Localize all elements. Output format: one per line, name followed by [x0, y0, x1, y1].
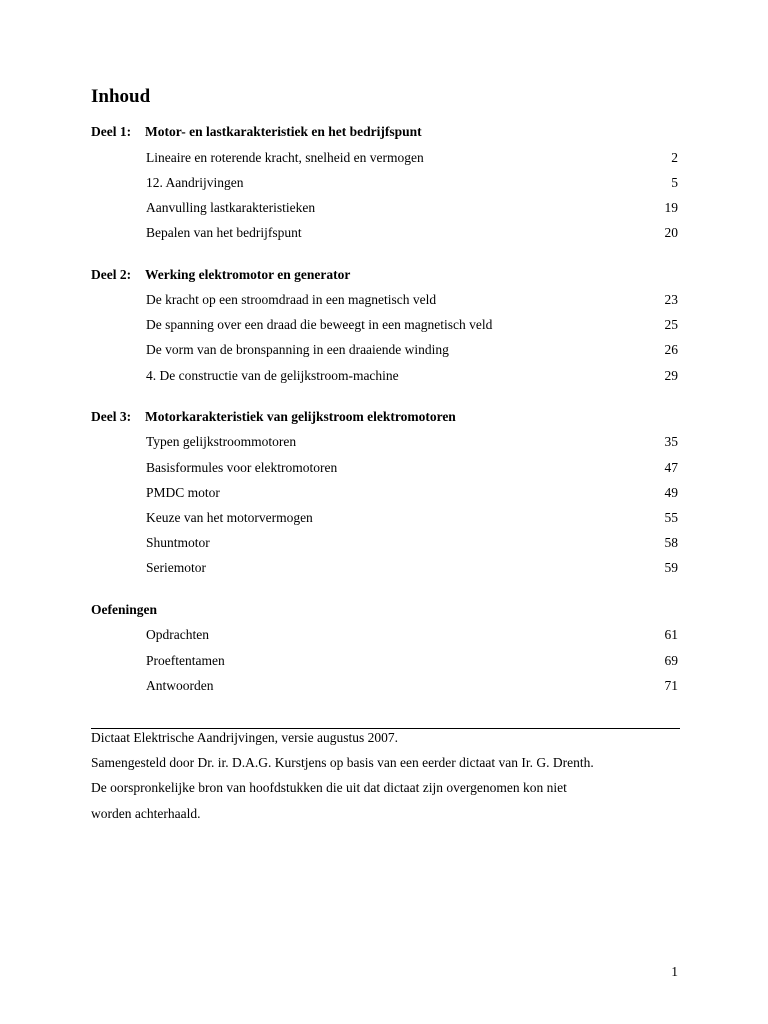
toc-entry-label: De vorm van de bronspanning in een draaiende winding — [146, 342, 449, 357]
toc-entry-label: Aanvulling lastkarakteristieken — [146, 200, 316, 215]
toc-entry-label: 12. Aandrijvingen — [146, 175, 244, 190]
toc-entry-page: 71 — [664, 678, 678, 693]
toc-entry-label: Keuze van het motorvermogen — [146, 510, 313, 525]
toc-entry-page: 58 — [664, 535, 678, 550]
toc-entry-page: 35 — [664, 434, 678, 449]
toc-entry-label: Shuntmotor — [146, 535, 210, 550]
divider — [91, 728, 680, 729]
toc-entry[interactable] — [146, 225, 678, 241]
toc-entry-page: 47 — [664, 460, 678, 475]
section-heading-3 — [91, 409, 456, 425]
toc-entry-page: 49 — [664, 485, 678, 500]
toc-entry[interactable] — [146, 627, 678, 643]
page-title: Inhoud — [91, 86, 151, 107]
toc-entry-page: 23 — [664, 292, 678, 307]
toc-entry-page: 55 — [664, 510, 678, 525]
toc-entry-label: Lineaire en roterende kracht, snelheid en vermogen — [146, 150, 424, 165]
toc-entry-label: PMDC motor — [146, 485, 220, 500]
toc-entry-label: Typen gelijkstroommotoren — [146, 434, 297, 449]
section-title: Oefeningen — [91, 602, 157, 617]
toc-entry-page: 25 — [664, 317, 678, 332]
toc-entry-page: 29 — [664, 368, 678, 383]
toc-entry-page: 61 — [664, 627, 678, 642]
toc-entry[interactable] — [146, 460, 678, 476]
toc-entry[interactable] — [146, 535, 678, 551]
toc-entry-page: 59 — [664, 560, 678, 575]
toc-entry-label: Opdrachten — [146, 627, 209, 642]
toc-entry[interactable] — [146, 175, 678, 191]
toc-entry[interactable] — [146, 560, 678, 576]
toc-entry[interactable] — [146, 678, 678, 694]
footnote-line: De oorspronkelijke bron van hoofdstukken die uit dat dictaat zijn overgenomen kon niet — [91, 780, 567, 795]
toc-entry-page: 2 — [671, 150, 678, 165]
toc-entry[interactable] — [146, 317, 678, 333]
section-prefix: Deel 1: — [91, 124, 132, 139]
toc-entry[interactable] — [146, 510, 678, 526]
toc-entry-label: Seriemotor — [146, 560, 206, 575]
toc-entry[interactable] — [146, 292, 678, 308]
section-prefix: Deel 2: — [91, 267, 132, 282]
toc-entry-page: 69 — [664, 653, 678, 668]
toc-entry-label: Proeftentamen — [146, 653, 225, 668]
section-heading-1 — [91, 124, 422, 140]
toc-entry-page: 26 — [664, 342, 678, 357]
toc-entry-page: 19 — [664, 200, 678, 215]
toc-entry-label: Antwoorden — [146, 678, 214, 693]
footnote-line: worden achterhaald. — [91, 806, 201, 821]
toc-entry-label: De spanning over een draad die beweegt in een magnetisch veld — [146, 317, 493, 332]
section-heading-4 — [91, 602, 157, 618]
section-title: Motor- en lastkarakteristiek en het bedrijfspunt — [145, 124, 422, 139]
section-prefix: Deel 3: — [91, 409, 132, 424]
footnote-line: Dictaat Elektrische Aandrijvingen, versie augustus 2007. — [91, 730, 399, 745]
page-number: 1 — [671, 964, 678, 979]
section-heading-2 — [91, 267, 350, 283]
toc-entry[interactable] — [146, 485, 678, 501]
section-title: Werking elektromotor en generator — [145, 267, 351, 282]
footnote-line: Samengesteld door Dr. ir. D.A.G. Kurstjens op basis van een eerder dictaat van Ir. G. Drenth. — [91, 755, 594, 770]
toc-entry-label: 4. De constructie van de gelijkstroom-machine — [146, 368, 399, 383]
toc-entry-label: Bepalen van het bedrijfspunt — [146, 225, 302, 240]
toc-entry-label: Basisformules voor elektromotoren — [146, 460, 338, 475]
toc-entry[interactable] — [146, 368, 678, 384]
toc-entry[interactable] — [146, 342, 678, 358]
toc-entry-page: 20 — [664, 225, 678, 240]
toc-entry[interactable] — [146, 150, 678, 166]
toc-entry-page: 5 — [671, 175, 678, 190]
toc-entry[interactable] — [146, 434, 678, 450]
toc-entry[interactable] — [146, 200, 678, 216]
toc-entry-label: De kracht op een stroomdraad in een magnetisch veld — [146, 292, 437, 307]
toc-entry[interactable] — [146, 653, 678, 669]
section-title: Motorkarakteristiek van gelijkstroom elektromotoren — [145, 409, 456, 424]
